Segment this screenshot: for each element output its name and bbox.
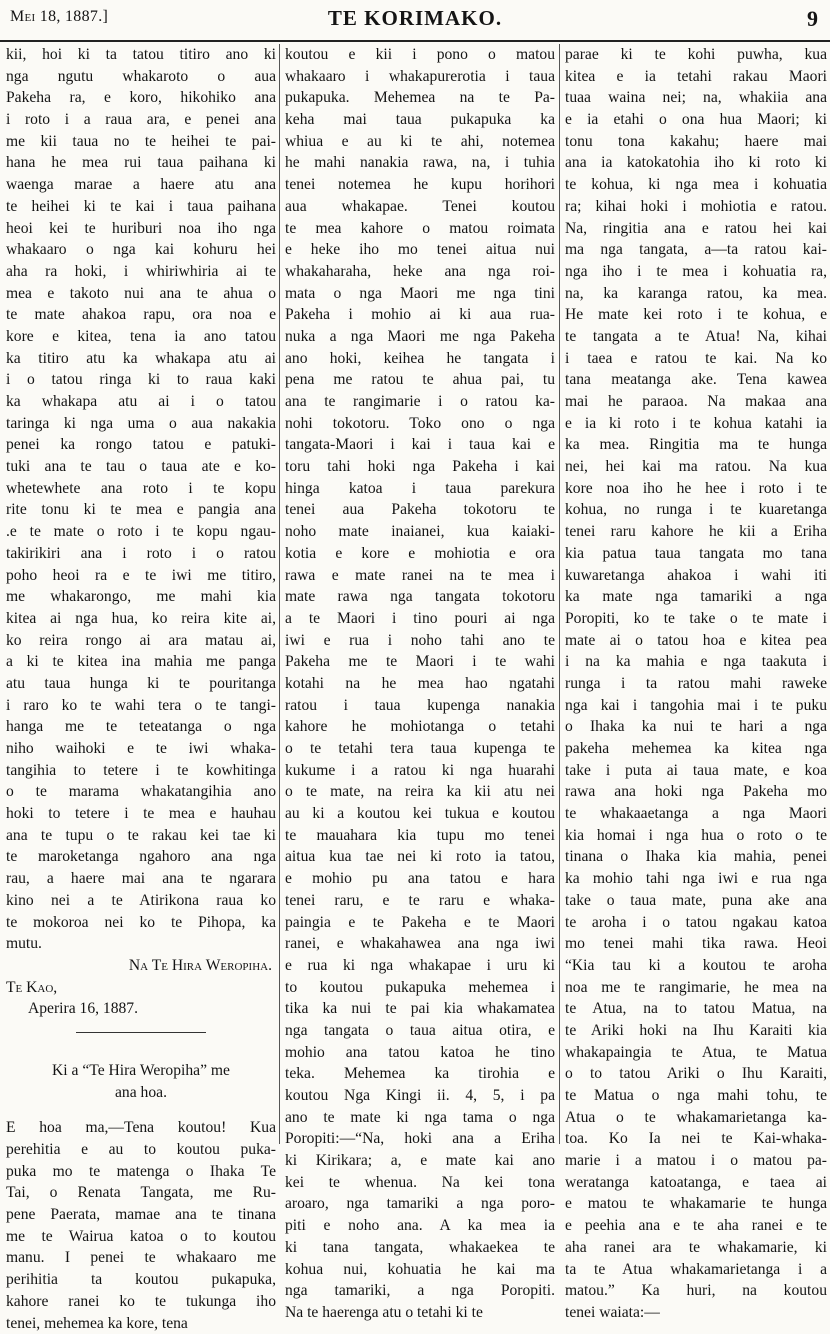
column-text [285, 44, 555, 1324]
text-line: takirikiri ana i roto i o ratou [6, 543, 276, 565]
text-line: ana ia katokatohia iho ki roto ki [565, 152, 827, 174]
text-line: o Ihaka ka nui te hari a nga [565, 716, 827, 738]
text-line: kitea ai nga hua, ko reira kite ai, [6, 608, 276, 630]
text-line: ana te rangimarie i o ratou ka- [285, 391, 555, 413]
text-line: taringa ki nga uma o aua nakakia [6, 413, 276, 435]
text-line: o to tatou Ariki o Ihu Karaiti, [565, 1063, 827, 1085]
column-2 [285, 44, 555, 1144]
text-line: kei te whenua. Na kei tona [285, 1172, 555, 1194]
text-line: ka mate nga tamariki a nga [565, 586, 827, 608]
text-line: kukume i a ratou ki nga huarahi [285, 760, 555, 782]
newspaper-title: TE KORIMAKO. [0, 6, 830, 31]
text-line: pakeha mehemea ka kitea nga [565, 738, 827, 760]
text-line: te mea kahore o matou roimata [285, 218, 555, 240]
text-line: kotahi na he mea hao ngatahi [285, 673, 555, 695]
text-line: ka mohio tahi nga iwi e rua nga [565, 868, 827, 890]
text-line: tenei aua Pakeha tokotoru te [285, 499, 555, 521]
text-line: te Matua o nga mahi tohu, te [565, 1085, 827, 1107]
text-line: i roto i a raua ara, e penei ana [6, 109, 276, 131]
text-line: E hoa ma,—Tena koutou! Kua [6, 1117, 276, 1139]
text-line: keha mai taua pukapuka ka [285, 109, 555, 131]
text-line: e ia etahi o ona hua Maori; ki [565, 109, 827, 131]
text-line: kahore he mohiotanga o tetahi [285, 716, 555, 738]
text-line: kohua nui, kohuatia he kai ma [285, 1259, 555, 1281]
text-line: poho heoi ra e te iwi me titiro, [6, 565, 276, 587]
text-line: nga kai i tangohia mai i te puku [565, 695, 827, 717]
text-line: whakapaingia te Atua, te Matua [565, 1042, 827, 1064]
text-line: whakaharaha, heke ana nga roi- [285, 261, 555, 283]
column-divider [559, 44, 560, 1144]
letter-heading-cont: ana hoa. [6, 1082, 276, 1104]
text-line: hanga me te teteatanga o nga [6, 716, 276, 738]
text-line: niho waihoki e te iwi whaka- [6, 738, 276, 760]
dateline-place: Te Kao, [6, 977, 276, 999]
letter-heading: Ki a “Te Hira Weropiha” me [6, 1060, 276, 1082]
text-line: e rua ki nga whakapae i uru ki [285, 955, 555, 977]
text-line: puka mo te matenga o Ihaka Te [6, 1161, 276, 1183]
text-line: kia patua taua tangata mo tana [565, 543, 827, 565]
text-line: i raro ko te wahi tera o te tangi- [6, 695, 276, 717]
text-line: me whakarongo, me mahi kia [6, 586, 276, 608]
text-line: Poropiti:—“Na, hoki ana a Eriha [285, 1128, 555, 1150]
column-1 [6, 44, 276, 1144]
issue-date: Mei 18, 1887.] [10, 8, 108, 26]
text-line: aua whakapae. Tenei koutou [285, 196, 555, 218]
text-line: parae ki te kohi puwha, kua [565, 44, 827, 66]
text-line: hoki to tetere i te mea e hauhau [6, 803, 276, 825]
text-line: kuwaretanga ahakoa i wahi iti [565, 565, 827, 587]
text-line: ki tana tangata, whakaekea te [285, 1237, 555, 1259]
text-line: mata o nga Maori me nga tini [285, 283, 555, 305]
text-line: toru tahi hoki nga Pakeha i kai [285, 456, 555, 478]
text-line: au ki a koutou kei tukua e koutou [285, 803, 555, 825]
text-line: atu taua hunga ki te pouritanga [6, 673, 276, 695]
text-line: ko reira rongo ai ara matau ai, [6, 630, 276, 652]
text-line: ki Kirikara; a, e mate kai ano [285, 1150, 555, 1172]
text-line: mate ai o tatou hoa e kitea pea [565, 630, 827, 652]
text-line: mai he paraoa. Na makaa ana [565, 391, 827, 413]
text-line: ano te mate ki nga tama o nga [285, 1107, 555, 1129]
text-line: koutou e kii i pono o matou [285, 44, 555, 66]
text-line: whakaaro o nga kai kohuru hei [6, 239, 276, 261]
text-line: i o tatou ringa ki to raua kaki [6, 369, 276, 391]
text-line: kohua, no runga i te kuaretanga [565, 499, 827, 521]
text-line: mohio ana tatou katoa he tino [285, 1042, 555, 1064]
text-line: nga ngutu whakaroto o aua [6, 66, 276, 88]
text-line: te mokoroa nei ko te Pihopa, ka [6, 912, 276, 934]
text-line: tenei notemea he kupu horihori [285, 174, 555, 196]
text-line: pena me ratou te ahua pai, tu [285, 369, 555, 391]
text-line: rite tonu ki te mea e pangia ana [6, 499, 276, 521]
text-line: ka mea. Ringitia ma te hunga [565, 434, 827, 456]
text-line: rawa e mate ranei na te mea i [285, 565, 555, 587]
text-line: he mahi nanakia rawa, na, i tuhia [285, 152, 555, 174]
text-line: Poropiti, ko te take o te mate i [565, 608, 827, 630]
text-line: tana meatanga ake. Tena kawea [565, 369, 827, 391]
text-line: whiua e au ki te ahi, notemea [285, 131, 555, 153]
text-line: ranei, e whakahawea ana nga iwi [285, 933, 555, 955]
text-line: te tangata a te Atua! Na, kihai [565, 326, 827, 348]
page-header [0, 0, 830, 42]
text-line: ta te Atua whakamarietanga i a [565, 1259, 827, 1281]
text-line: runga i ta ratou mahi raweke [565, 673, 827, 695]
text-line: tenei raru, e te raru e whaka- [285, 890, 555, 912]
text-line: He mate kei roto i te kohua, e [565, 304, 827, 326]
text-line: ka whakapa atu ai i o tatou [6, 391, 276, 413]
text-line: kotia e kore e mohiotia e ora [285, 543, 555, 565]
text-line: take i puta ai taua mate, e koa [565, 760, 827, 782]
text-line: Atua o te whakamarietanga ka- [565, 1107, 827, 1129]
text-line: aroaro, nga tamariki a nga poro- [285, 1193, 555, 1215]
text-line: nga iho i te mea i kohuatia ra, [565, 261, 827, 283]
text-line: mate rawa nga tangata tokotoru [285, 586, 555, 608]
text-line: e ia ki roto i te kohua katahi ia [565, 413, 827, 435]
text-line: toa. Ko Ia nei te Kai-whaka- [565, 1128, 827, 1150]
text-line: te Atua, na to tatou Matua, na [565, 998, 827, 1020]
column-divider [279, 44, 280, 1144]
text-line: o te tetahi tera taua kupenga te [285, 738, 555, 760]
signature: Na Te Hira Weropiha. [6, 955, 276, 977]
text-line: nohi tokotoru. Toko ono o nga [285, 413, 555, 435]
text-line: e mohio pu ana tatou e hara [285, 868, 555, 890]
text-line: whakaaro i whakapurerotia i taua [285, 66, 555, 88]
text-line: take o taua mate, puna ake ana [565, 890, 827, 912]
text-line: e peehia ana e te aha ranei e te [565, 1215, 827, 1237]
column-text [565, 44, 827, 1324]
text-line: teka. Mehemea ka tirohia e [285, 1063, 555, 1085]
text-line: tuki ana te tau o taua ate e ko- [6, 456, 276, 478]
section-divider [6, 1020, 276, 1044]
text-line: mo tenei mahi tika rawa. Heoi [565, 933, 827, 955]
text-line: piti e noho ana. A ka mea ia [285, 1215, 555, 1237]
text-line: a te Maori i tino pouri ai nga [285, 608, 555, 630]
text-line: pene Paerata, mamae ana te tinana [6, 1204, 276, 1226]
page-number: 9 [807, 6, 818, 32]
text-line: te heihei ki te kai i taua paihana [6, 196, 276, 218]
text-line: me kii taua no te heihei te pai- [6, 131, 276, 153]
text-line: Pakeha me te Maori i te wahi [285, 651, 555, 673]
text-line: i taea e ratou te kai. Na ko [565, 348, 827, 370]
letter-body [6, 1117, 276, 1334]
text-line: tuaa waina nei; na, whakiia ana [565, 87, 827, 109]
text-line: kitea e ia tetahi rakau Maori [565, 66, 827, 88]
text-line: a ki te kitea ina mahia me panga [6, 651, 276, 673]
text-line: mea e takoto nui ana te ahua o [6, 283, 276, 305]
text-line: aha ra hoki, i whiriwhiria ai te [6, 261, 276, 283]
text-line: te aroha i o tatou ngakau katoa [565, 912, 827, 934]
text-line: Na te haerenga atu o tetahi ki te [285, 1302, 555, 1324]
text-line: to koutou pukapuka mehemea i [285, 977, 555, 999]
dateline-date: Aperira 16, 1887. [6, 998, 276, 1020]
text-line: heoi kei te huriburi noa iho nga [6, 218, 276, 240]
text-line: tinana o Ihaka kia mahia, penei [565, 846, 827, 868]
text-line: rau, a haere mai ana te ngarara [6, 868, 276, 890]
text-line: rawa ana hoki nga Pakeha mo [565, 781, 827, 803]
text-line: i na ka mahia e nga taakuta i [565, 651, 827, 673]
text-line: te kohua, ki nga mea i kohuatia [565, 174, 827, 196]
text-line: ka titiro atu ka whakapa atu ai [6, 348, 276, 370]
text-line: kia homai i nga hua o roto o te [565, 825, 827, 847]
text-line: te whakaaetanga a nga Maori [565, 803, 827, 825]
text-line: o te mate, na reira ka kii atu nei [285, 781, 555, 803]
text-line: kii, hoi ki ta tatou titiro ano ki [6, 44, 276, 66]
text-line: hana he mea rui taua paihana ki [6, 152, 276, 174]
text-line: me te Wairua katoa o to koutou [6, 1226, 276, 1248]
text-line: e matou te whakamarie te hunga [565, 1193, 827, 1215]
text-line: te Ariki hoki na Ihu Karaiti kia [565, 1020, 827, 1042]
text-line: ana te tupu o te rakau kei tae ki [6, 825, 276, 847]
text-line: nei, hei kai ma ratou. Na kua [565, 456, 827, 478]
text-line: te mate ahakoa rapu, ora noa e [6, 304, 276, 326]
text-line: paingia e te Pakeha e te Maori [285, 912, 555, 934]
text-line: hinga katoa i taua parekura [285, 478, 555, 500]
text-line: marie i a matou i o matou pa- [565, 1150, 827, 1172]
text-line: matou.” Ka huri, na koutou [565, 1280, 827, 1302]
text-line: e heke iho mo tenei aitua nui [285, 239, 555, 261]
text-line: koutou Nga Kingi ii. 4, 5, i pa [285, 1085, 555, 1107]
text-line: perehitia e au to koutou puka- [6, 1139, 276, 1161]
text-line: kore e kitea, tena ia ano tatou [6, 326, 276, 348]
text-line: .e te mate o roto i te kopu ngau- [6, 521, 276, 543]
text-line: mutu. [6, 933, 276, 955]
text-line: “Kia tau ki a koutou te aroha [565, 955, 827, 977]
text-line: tenei raru kahore he kii a Eriha [565, 521, 827, 543]
text-line: tenei, mehemea ka kore, tena [6, 1313, 276, 1334]
text-line: Na, ringitia ana e ratou hei kai [565, 218, 827, 240]
text-line: iwi e rua i noho tahi ano te [285, 630, 555, 652]
text-line: weratanga katoatanga, e taea ai [565, 1172, 827, 1194]
text-line: whetewhete ana roto i te kopu [6, 478, 276, 500]
text-line: aitua kua tae nei ki roto ia tatou, [285, 846, 555, 868]
text-line: tenei waiata:— [565, 1302, 827, 1324]
text-line: nga tangata o taua aitua otira, e [285, 1020, 555, 1042]
text-line: kore noa iho he hee i roto i te [565, 478, 827, 500]
text-line: Pakeha ra, e koro, hikohiko ana [6, 87, 276, 109]
text-line: nuka a nga Maori me nga Pakeha [285, 326, 555, 348]
text-line: perihitia ta koutou pukapuka, [6, 1269, 276, 1291]
text-line: nga tamariki, a nga Poropiti. [285, 1280, 555, 1302]
text-line: penei ka rongo tatou e patuki- [6, 434, 276, 456]
text-line: kino nei a te Atirikona raua ko [6, 890, 276, 912]
text-line: manu. I penei te whakaaro me [6, 1247, 276, 1269]
text-line: o te marama whakatangihia ano [6, 781, 276, 803]
text-line: Pakeha i mohio ai ki aua rua- [285, 304, 555, 326]
text-line: noho mate inaianei, kua kaiaki- [285, 521, 555, 543]
text-line: te maroketanga ngahoro ana nga [6, 846, 276, 868]
column-3 [565, 44, 827, 1144]
text-line: na, ka karanga ratou, ka mea. [565, 283, 827, 305]
text-line: tika ka nui te pai kia whakamatea [285, 998, 555, 1020]
text-line: tonu tona kakahu; haere mai [565, 131, 827, 153]
text-line: noa me te rangimarie, he mea na [565, 977, 827, 999]
text-line: ma nga tangata, a—ta ratou kai- [565, 239, 827, 261]
text-line: waenga marae a haere atu ana [6, 174, 276, 196]
text-line: Tai, o Renata Tangata, me Ru- [6, 1182, 276, 1204]
text-line: kahore ranei ko te tukunga iho [6, 1291, 276, 1313]
text-line: aha ranei ara te whakamarie, ki [565, 1237, 827, 1259]
text-line: tangihia to tetere i te kowhitinga [6, 760, 276, 782]
text-line: ratou i taua kupenga nanakia [285, 695, 555, 717]
text-line: ra; kihai hoki i mohiotia e ratou. [565, 196, 827, 218]
text-line: tangata-Maori i kai i taua kai e [285, 434, 555, 456]
text-line: pukapuka. Mehemea na te Pa- [285, 87, 555, 109]
text-line: ano hoki, keihea he tangata i [285, 348, 555, 370]
letter-body-continued [6, 44, 276, 955]
text-line: te mauahara kia tupu mo tenei [285, 825, 555, 847]
